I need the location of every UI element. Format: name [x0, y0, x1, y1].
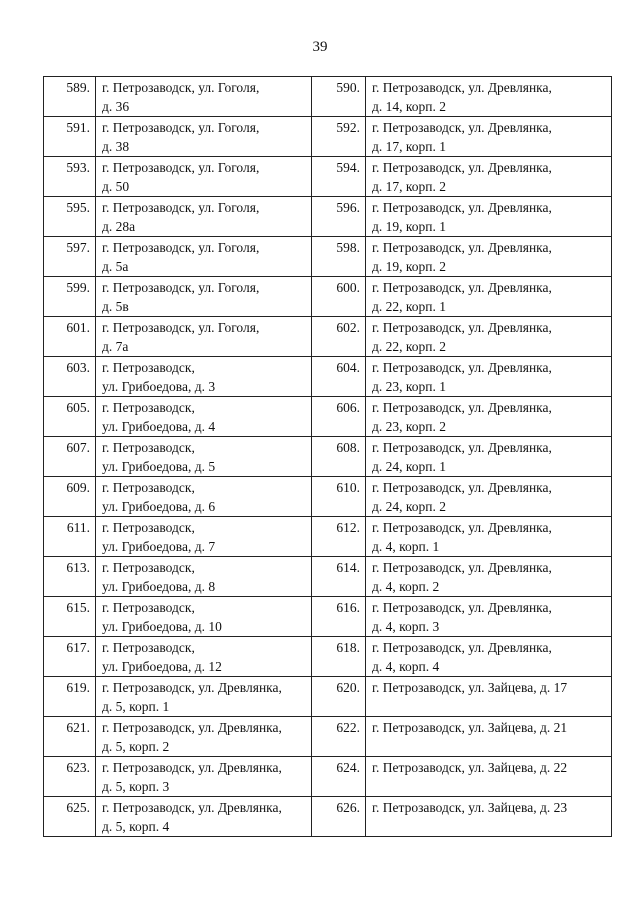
- left-address-cell: [96, 597, 312, 637]
- left-address-cell: [96, 677, 312, 717]
- right-entry-number: [312, 397, 366, 437]
- table-row: [44, 157, 612, 197]
- right-entry-number: [312, 517, 366, 557]
- table-row: [44, 637, 612, 677]
- right-address-cell: [366, 637, 612, 677]
- address-line: г. Петрозаводск,: [102, 360, 195, 375]
- left-entry-number: [44, 157, 96, 197]
- right-address-cell: [366, 77, 612, 117]
- entry-number: 610.: [336, 480, 360, 495]
- right-address-cell: [366, 757, 612, 797]
- address-line: г. Петрозаводск, ул. Древлянка,: [372, 520, 552, 535]
- entry-number: 612.: [336, 520, 360, 535]
- address-line: д. 22, корп. 1: [372, 299, 446, 314]
- address-line: г. Петрозаводск, ул. Древлянка,: [372, 640, 552, 655]
- left-entry-number: [44, 237, 96, 277]
- right-entry-number: [312, 157, 366, 197]
- address-line: г. Петрозаводск, ул. Гоголя,: [102, 160, 260, 175]
- address-line: д. 5, корп. 3: [102, 779, 170, 794]
- entry-number: 590.: [336, 80, 360, 95]
- table-row: [44, 317, 612, 357]
- address-line: д. 28а: [102, 219, 136, 234]
- address-line: г. Петрозаводск,: [102, 640, 195, 655]
- address-line: г. Петрозаводск, ул. Древлянка,: [102, 680, 282, 695]
- entry-number: 601.: [66, 320, 90, 335]
- left-address-cell: [96, 757, 312, 797]
- address-line: д. 4, корп. 4: [372, 659, 440, 674]
- page-number: 39: [312, 39, 328, 55]
- right-address-cell: [366, 677, 612, 717]
- address-line: д. 5в: [102, 299, 129, 314]
- address-line: г. Петрозаводск, ул. Древлянка,: [372, 80, 552, 95]
- table-row: [44, 397, 612, 437]
- address-line: д. 5а: [102, 259, 129, 274]
- entry-number: 589.: [66, 80, 90, 95]
- entry-number: 621.: [66, 720, 90, 735]
- right-address-cell: [366, 717, 612, 757]
- address-line: д. 5, корп. 1: [102, 699, 170, 714]
- entry-number: 608.: [336, 440, 360, 455]
- address-line: г. Петрозаводск, ул. Древлянка,: [102, 800, 282, 815]
- address-line: г. Петрозаводск, ул. Древлянка,: [372, 120, 552, 135]
- entry-number: 605.: [66, 400, 90, 415]
- entry-number: 620.: [336, 680, 360, 695]
- left-entry-number: [44, 117, 96, 157]
- address-line: ул. Грибоедова, д. 5: [102, 459, 216, 474]
- left-entry-number: [44, 637, 96, 677]
- entry-number: 599.: [66, 280, 90, 295]
- entry-number: 600.: [336, 280, 360, 295]
- left-entry-number: [44, 197, 96, 237]
- entry-number: 606.: [336, 400, 360, 415]
- address-line: д. 23, корп. 1: [372, 379, 446, 394]
- table-row: [44, 517, 612, 557]
- left-address-cell: [96, 517, 312, 557]
- right-entry-number: [312, 237, 366, 277]
- left-address-cell: [96, 797, 312, 837]
- address-line: д. 38: [102, 139, 130, 154]
- address-line: д. 19, корп. 1: [372, 219, 446, 234]
- address-line: д. 4, корп. 3: [372, 619, 440, 634]
- right-address-cell: [366, 357, 612, 397]
- left-address-cell: [96, 357, 312, 397]
- address-line: г. Петрозаводск, ул. Гоголя,: [102, 80, 260, 95]
- left-entry-number: [44, 277, 96, 317]
- left-address-cell: [96, 717, 312, 757]
- entry-number: 597.: [66, 240, 90, 255]
- address-line: д. 36: [102, 99, 130, 114]
- left-address-cell: [96, 157, 312, 197]
- right-address-cell: [366, 797, 612, 837]
- address-line: г. Петрозаводск, ул. Зайцева, д. 21: [372, 720, 568, 735]
- address-line: ул. Грибоедова, д. 10: [102, 619, 222, 634]
- entry-number: 607.: [66, 440, 90, 455]
- address-line: г. Петрозаводск, ул. Зайцева, д. 22: [372, 760, 568, 775]
- right-entry-number: [312, 597, 366, 637]
- address-line: ул. Грибоедова, д. 6: [102, 499, 216, 514]
- entry-number: 603.: [66, 360, 90, 375]
- address-line: г. Петрозаводск, ул. Древлянка,: [372, 440, 552, 455]
- address-line: г. Петрозаводск, ул. Древлянка,: [372, 480, 552, 495]
- entry-number: 598.: [336, 240, 360, 255]
- entry-number: 616.: [336, 600, 360, 615]
- right-entry-number: [312, 677, 366, 717]
- address-line: г. Петрозаводск, ул. Древлянка,: [102, 720, 282, 735]
- address-line: д. 5, корп. 2: [102, 739, 170, 754]
- address-line: д. 4, корп. 2: [372, 579, 440, 594]
- entry-number: 617.: [66, 640, 90, 655]
- entry-number: 626.: [336, 800, 360, 815]
- left-address-cell: [96, 237, 312, 277]
- right-address-cell: [366, 597, 612, 637]
- address-line: д. 50: [102, 179, 130, 194]
- left-address-cell: [96, 197, 312, 237]
- entry-number: 593.: [66, 160, 90, 175]
- left-address-cell: [96, 397, 312, 437]
- address-line: г. Петрозаводск, ул. Древлянка,: [372, 360, 552, 375]
- address-line: г. Петрозаводск, ул. Древлянка,: [372, 320, 552, 335]
- address-line: д. 22, корп. 2: [372, 339, 446, 354]
- entry-number: 613.: [66, 560, 90, 575]
- address-line: г. Петрозаводск,: [102, 560, 195, 575]
- entry-number: 596.: [336, 200, 360, 215]
- left-address-cell: [96, 637, 312, 677]
- address-line: г. Петрозаводск, ул. Древлянка,: [102, 760, 282, 775]
- right-entry-number: [312, 117, 366, 157]
- left-entry-number: [44, 717, 96, 757]
- address-line: д. 4, корп. 1: [372, 539, 440, 554]
- table-row: [44, 757, 612, 797]
- entry-number: 622.: [336, 720, 360, 735]
- address-line: д. 17, корп. 1: [372, 139, 446, 154]
- entry-number: 594.: [336, 160, 360, 175]
- left-entry-number: [44, 437, 96, 477]
- address-line: ул. Грибоедова, д. 12: [102, 659, 222, 674]
- right-entry-number: [312, 357, 366, 397]
- right-entry-number: [312, 197, 366, 237]
- entry-number: 595.: [66, 200, 90, 215]
- left-address-cell: [96, 277, 312, 317]
- entry-number: 592.: [336, 120, 360, 135]
- address-line: ул. Грибоедова, д. 8: [102, 579, 216, 594]
- left-address-cell: [96, 557, 312, 597]
- left-entry-number: [44, 517, 96, 557]
- right-address-cell: [366, 157, 612, 197]
- address-line: г. Петрозаводск,: [102, 440, 195, 455]
- entry-number: 591.: [66, 120, 90, 135]
- address-line: г. Петрозаводск, ул. Зайцева, д. 17: [372, 680, 568, 695]
- right-address-cell: [366, 317, 612, 357]
- table-row: [44, 437, 612, 477]
- right-address-cell: [366, 557, 612, 597]
- address-table-body: [44, 77, 612, 837]
- address-line: г. Петрозаводск, ул. Гоголя,: [102, 200, 260, 215]
- entry-number: 618.: [336, 640, 360, 655]
- right-entry-number: [312, 717, 366, 757]
- left-entry-number: [44, 757, 96, 797]
- left-entry-number: [44, 797, 96, 837]
- right-entry-number: [312, 757, 366, 797]
- entry-number: 623.: [66, 760, 90, 775]
- left-entry-number: [44, 317, 96, 357]
- left-entry-number: [44, 357, 96, 397]
- address-line: г. Петрозаводск, ул. Древлянка,: [372, 600, 552, 615]
- right-address-cell: [366, 477, 612, 517]
- table-row: [44, 77, 612, 117]
- right-entry-number: [312, 557, 366, 597]
- left-address-cell: [96, 317, 312, 357]
- entry-number: 624.: [336, 760, 360, 775]
- right-entry-number: [312, 437, 366, 477]
- address-line: г. Петрозаводск, ул. Гоголя,: [102, 320, 260, 335]
- address-line: ул. Грибоедова, д. 3: [102, 379, 216, 394]
- left-address-cell: [96, 117, 312, 157]
- address-line: ул. Грибоедова, д. 7: [102, 539, 216, 554]
- entry-number: 615.: [66, 600, 90, 615]
- table-row: [44, 277, 612, 317]
- address-line: г. Петрозаводск,: [102, 480, 195, 495]
- entry-number: 625.: [66, 800, 90, 815]
- address-line: д. 14, корп. 2: [372, 99, 446, 114]
- left-address-cell: [96, 437, 312, 477]
- left-entry-number: [44, 677, 96, 717]
- address-line: г. Петрозаводск, ул. Зайцева, д. 23: [372, 800, 568, 815]
- left-address-cell: [96, 477, 312, 517]
- address-line: г. Петрозаводск, ул. Гоголя,: [102, 240, 260, 255]
- address-line: д. 24, корп. 1: [372, 459, 446, 474]
- address-line: г. Петрозаводск, ул. Гоголя,: [102, 120, 260, 135]
- right-entry-number: [312, 317, 366, 357]
- address-line: д. 5, корп. 4: [102, 819, 170, 834]
- address-line: г. Петрозаводск,: [102, 400, 195, 415]
- left-entry-number: [44, 397, 96, 437]
- entry-number: 602.: [336, 320, 360, 335]
- right-address-cell: [366, 397, 612, 437]
- left-entry-number: [44, 557, 96, 597]
- table-row: [44, 477, 612, 517]
- address-line: д. 23, корп. 2: [372, 419, 446, 434]
- address-line: г. Петрозаводск,: [102, 600, 195, 615]
- table-row: [44, 677, 612, 717]
- table-row: [44, 717, 612, 757]
- table-row: [44, 357, 612, 397]
- right-address-cell: [366, 277, 612, 317]
- address-line: д. 24, корп. 2: [372, 499, 446, 514]
- address-line: г. Петрозаводск, ул. Древлянка,: [372, 160, 552, 175]
- address-line: г. Петрозаводск,: [102, 520, 195, 535]
- address-line: г. Петрозаводск, ул. Древлянка,: [372, 560, 552, 575]
- right-address-cell: [366, 117, 612, 157]
- entry-number: 611.: [66, 520, 90, 535]
- right-entry-number: [312, 797, 366, 837]
- address-line: г. Петрозаводск, ул. Древлянка,: [372, 240, 552, 255]
- table-row: [44, 797, 612, 837]
- table-row: [44, 117, 612, 157]
- right-entry-number: [312, 637, 366, 677]
- left-entry-number: [44, 77, 96, 117]
- entry-number: 609.: [66, 480, 90, 495]
- right-address-cell: [366, 197, 612, 237]
- address-line: г. Петрозаводск, ул. Древлянка,: [372, 400, 552, 415]
- table-row: [44, 237, 612, 277]
- entry-number: 619.: [66, 680, 90, 695]
- table-row: [44, 557, 612, 597]
- right-address-cell: [366, 517, 612, 557]
- right-entry-number: [312, 477, 366, 517]
- address-line: д. 17, корп. 2: [372, 179, 446, 194]
- right-address-cell: [366, 437, 612, 477]
- entry-number: 614.: [336, 560, 360, 575]
- address-line: г. Петрозаводск, ул. Гоголя,: [102, 280, 260, 295]
- right-entry-number: [312, 77, 366, 117]
- left-address-cell: [96, 77, 312, 117]
- entry-number: 604.: [336, 360, 360, 375]
- table-row: [44, 597, 612, 637]
- address-line: д. 7а: [102, 339, 129, 354]
- table-row: [44, 197, 612, 237]
- address-table: [43, 76, 612, 837]
- address-line: г. Петрозаводск, ул. Древлянка,: [372, 280, 552, 295]
- right-entry-number: [312, 277, 366, 317]
- address-line: г. Петрозаводск, ул. Древлянка,: [372, 200, 552, 215]
- address-line: д. 19, корп. 2: [372, 259, 446, 274]
- left-entry-number: [44, 477, 96, 517]
- left-entry-number: [44, 597, 96, 637]
- address-line: ул. Грибоедова, д. 4: [102, 419, 216, 434]
- right-address-cell: [366, 237, 612, 277]
